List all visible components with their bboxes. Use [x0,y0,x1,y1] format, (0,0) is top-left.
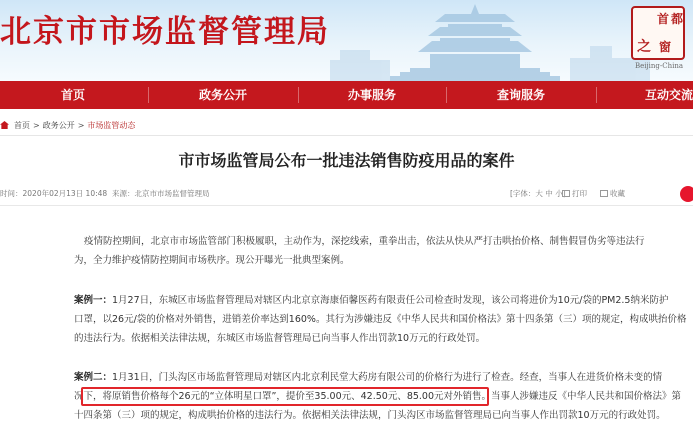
print-button[interactable] [562,188,587,199]
star-icon [600,190,608,197]
text-line: 的违法行为。依据相关法律法规，东城区市场监督管理局已向当事人作出罚款10万元的行政处罚。 [74,333,486,344]
capital-window-logo[interactable] [631,6,685,60]
case-text: 1月31日，门头沟区市场监督管理局对辖区内北京利民堂大药房有限公司的价格行为进行了检查。经查，当事人在进货价格未变的情 [112,372,663,383]
favorite-button[interactable] [600,188,625,199]
breadcrumb-separator: > [77,120,85,130]
breadcrumb [0,118,135,132]
breadcrumb-separator: > [33,120,40,130]
nav-item-services[interactable]: 办事服务 [347,88,396,102]
nav-item-query[interactable]: 查询服务 [496,88,545,102]
font-size-control[interactable]: [字体：大 中 小] [510,189,566,198]
text-line: 况下，将原销售价格每个26元的“立体明星口罩”，提价至35.00元、42.50元、85.00元对外销售。当事人涉嫌违反《中华人民共和国价格法》第 [74,391,682,402]
divider [0,135,693,136]
nav-item-government-affairs[interactable]: 政务公开 [198,88,247,102]
site-title[interactable]: 北京市市场监督管理局 [0,14,330,50]
weibo-share-icon[interactable] [680,186,693,202]
header-banner [0,0,693,81]
article-title: 市市场监管局公布一批违法销售防疫用品的案件 [178,151,515,170]
text-line: 十四条第（三）项的规定，构成哄抬价格的违法行为。依据相关法律法规，门头沟区市场监督管理局已向当事人作出罚款10万元的行政处罚。 [74,410,666,421]
article-meta [0,188,693,202]
case-paragraph [74,291,686,348]
seal-glyph: 之 [637,39,651,55]
home-icon [0,121,9,129]
text-line: 为，全力维护疫情防控期间市场秩序。现公开曝光一批典型案例。 [74,255,350,266]
case-label: 案例一： [74,295,113,306]
logo-caption: Beijing-China [634,62,684,70]
breadcrumb-market-news[interactable]: 市场监管动态 [87,120,136,130]
breadcrumb-home[interactable]: 首页 [14,120,30,130]
nav-divider [446,87,447,103]
seal-glyph: 首 [657,12,670,26]
article-source: 来源：北京市市场监督管理局 [112,189,210,198]
print-icon [562,190,570,197]
seal-glyph: 都 [671,12,684,26]
text-line [74,368,686,387]
text-line: 疫情防控期间，北京市市场监管部门积极履职，主动作为，深挖线索，重拳出击，依法从快从严打击哄抬价格、制售假冒伪劣等违法行 [84,236,645,247]
highlight-annotation [81,387,489,406]
favorite-label: 收藏 [610,189,625,198]
breadcrumb-government-affairs[interactable]: 政务公开 [42,120,75,130]
intro-paragraph [74,232,693,270]
case-text: 1月27日，东城区市场监督管理局对辖区内北京京海康佰馨医药有限责任公司检查时发现，该公司将进价为10元/袋的PM2.5纳米防护 [112,295,669,306]
print-label: 打印 [572,189,587,198]
text-line [74,291,686,310]
temple-of-heaven-image [330,0,650,81]
publish-date: 时间：2020年02月13日 10:48 [0,189,108,198]
main-nav [0,81,693,109]
seal-glyph: 窗 [659,40,672,54]
nav-item-home[interactable]: 首页 [60,88,85,102]
nav-divider [148,87,149,103]
nav-item-interaction[interactable]: 互动交流 [644,88,693,102]
nav-divider [298,87,299,103]
divider [0,205,693,206]
case-label: 案例二： [74,372,113,383]
text-line: 口罩，以26元/袋的价格对外销售，进销差价率达到160%。其行为涉嫌违反《中华人民共和国价格法》第十四条第（三）项的规定，构成哄抬价格 [74,314,687,325]
nav-divider [596,87,597,103]
